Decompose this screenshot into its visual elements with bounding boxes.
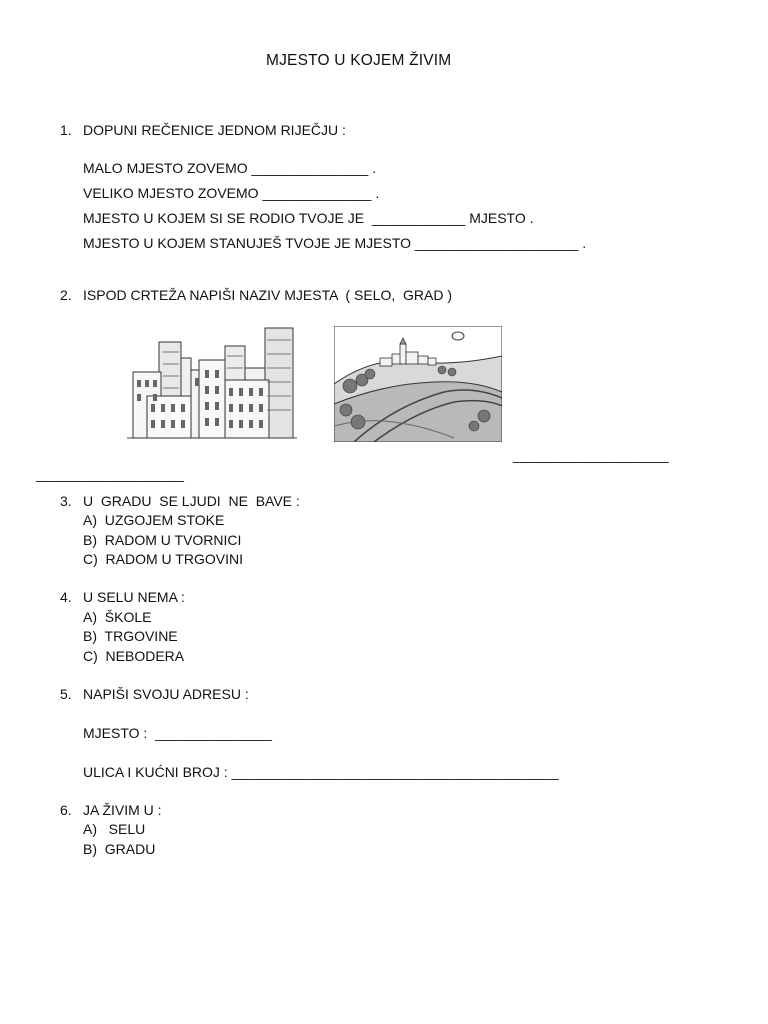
worksheet-title: MJESTO U KOJEM ŽIVIM — [266, 52, 452, 69]
q3-option-a[interactable]: A) UZGOJEM STOKE — [83, 512, 225, 528]
q1-line-3: MJESTO U KOJEM SI SE RODIO TVOJE JE ____________ MJESTO . — [83, 210, 534, 226]
q4-number: 4. — [60, 589, 72, 605]
q6-text: JA ŽIVIM U : — [83, 802, 162, 818]
q6-option-a[interactable]: A) SELU — [83, 821, 146, 837]
q5-ulica-field[interactable]: ULICA I KUĆNI BROJ : __________________________________________ — [83, 764, 559, 780]
q6-number: 6. — [60, 802, 72, 818]
q1-line-2: VELIKO MJESTO ZOVEMO ______________ . — [83, 185, 380, 201]
q3-number: 3. — [60, 493, 72, 509]
q4-option-b[interactable]: B) TRGOVINE — [83, 628, 178, 644]
q3-option-b[interactable]: B) RADOM U TVORNICI — [83, 532, 242, 548]
q2-blank-right[interactable]: ____________________ — [513, 447, 669, 463]
q2-blank-left[interactable]: ___________________ — [36, 466, 184, 482]
q1-line-4: MJESTO U KOJEM STANUJEŠ TVOJE JE MJESTO _____________________ . — [83, 235, 587, 251]
q5-number: 5. — [60, 686, 72, 702]
q1-text: DOPUNI REČENICE JEDNOM RIJEČJU : — [83, 122, 346, 138]
q5-mjesto-field[interactable]: MJESTO : _______________ — [83, 725, 272, 741]
village-illustration — [334, 326, 502, 442]
q3-option-c[interactable]: C) RADOM U TRGOVINI — [83, 551, 243, 567]
q3-text: U GRADU SE LJUDI NE BAVE : — [83, 493, 300, 509]
q1-number: 1. — [60, 122, 72, 138]
q4-option-c[interactable]: C) NEBODERA — [83, 648, 185, 664]
q2-number: 2. — [60, 287, 72, 303]
city-illustration — [127, 324, 297, 440]
q6-option-b[interactable]: B) GRADU — [83, 841, 156, 857]
q5-text: NAPIŠI SVOJU ADRESU : — [83, 686, 249, 702]
q1-line-1: MALO MJESTO ZOVEMO _______________ . — [83, 160, 377, 176]
q2-text: ISPOD CRTEŽA NAPIŠI NAZIV MJESTA ( SELO, GRAD ) — [83, 287, 452, 303]
q4-option-a[interactable]: A) ŠKOLE — [83, 609, 152, 625]
q4-text: U SELU NEMA : — [83, 589, 185, 605]
